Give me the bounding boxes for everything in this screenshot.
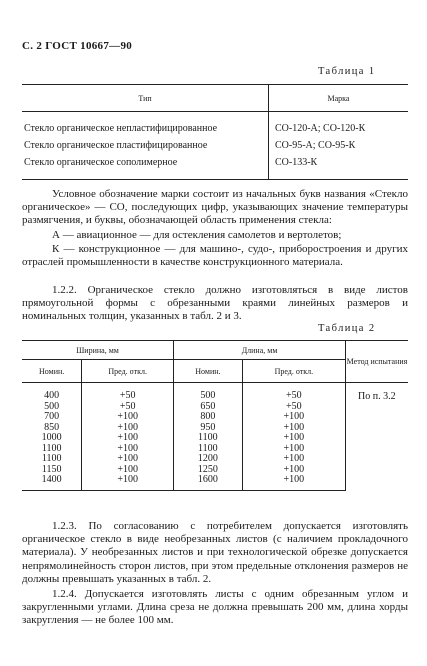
table-row [22, 120, 408, 137]
length-cell: 950 [174, 423, 243, 434]
mark-cell: СО-120-А; СО-120-К [275, 123, 366, 134]
mark-cell: СО-133-К [275, 157, 318, 168]
width-dev-cell: +100 [82, 465, 174, 476]
width-dev-header: Пред. откл. [82, 360, 174, 383]
length-cell: 1200 [174, 454, 243, 465]
paragraph-aviation: А — авиационное — для остекления самолетов и вертолетов; [52, 229, 342, 241]
width-cell: 1100 [22, 454, 82, 465]
width-dev-cell: +100 [82, 444, 174, 455]
length-cell: 1600 [174, 475, 243, 490]
grade-table [22, 84, 408, 180]
col-mark-header: Марка [269, 85, 409, 112]
length-cell: 1100 [174, 433, 243, 444]
mark-cell: СО-95-А; СО-95-К [275, 140, 356, 151]
width-group-header: Ширина, мм [22, 341, 174, 360]
length-dev-cell: +100 [242, 444, 345, 455]
table-row [22, 383, 408, 402]
length-dev-header: Пред. откл. [242, 360, 345, 383]
width-dev-cell: +100 [82, 423, 174, 434]
length-cell: 800 [174, 412, 243, 423]
width-cell: 700 [22, 412, 82, 423]
width-dev-cell: +100 [82, 475, 174, 490]
length-dev-cell: +50 [242, 383, 345, 402]
type-cell: Стекло органическое пластифицированное [22, 137, 269, 154]
length-dev-cell: +100 [242, 412, 345, 423]
paragraph-1-2-3: 1.2.3. По согласованию с потребителем допускается изготовлять органическое стекло в виде необрезанных листов (с наличием прокладочного материала). У необрезанных листов и при технологической обрезке допускается непрямолинейность сторон листов, при этом предельные отклонения размеров не должны превышать указанных в табл. 2. [22, 520, 408, 585]
paragraph-1-2-2: 1.2.2. Органическое стекло должно изготовляться в виде листов прямоугольной формы с обрезанными краями линейных размеров и номинальных толщин, указанных в табл. 2 и 3. [22, 284, 408, 323]
width-cell: 500 [22, 402, 82, 413]
length-nom-header: Номин. [174, 360, 243, 383]
width-cell: 1150 [22, 465, 82, 476]
length-dev-cell: +50 [242, 402, 345, 413]
width-dev-cell: +100 [82, 454, 174, 465]
width-dev-cell: +50 [82, 383, 174, 402]
width-dev-cell: +100 [82, 433, 174, 444]
method-cell: По п. 3.2 [358, 391, 396, 402]
table-row [22, 154, 408, 171]
length-cell: 1250 [174, 465, 243, 476]
col-type-header: Тип [22, 85, 269, 112]
width-cell: 1000 [22, 433, 82, 444]
width-dev-cell: +50 [82, 402, 174, 413]
page-header: С. 2 ГОСТ 10667—90 [22, 40, 133, 52]
width-cell: 850 [22, 423, 82, 434]
type-cell: Стекло органическое непластифицированное [22, 120, 269, 137]
table2-caption: Таблица 2 [318, 323, 376, 334]
length-cell: 1100 [174, 444, 243, 455]
width-cell: 1400 [22, 475, 82, 490]
paragraph-construction: К — конструкционное — для машино-, судо-, приборостроения и других отраслей промышленности в качестве конструкционного материала. [22, 243, 408, 269]
width-dev-cell: +100 [82, 412, 174, 423]
paragraph-designation: Условное обозначение марки состоит из начальных букв названия «Стекло органическое» — СО, последующих цифр, указывающих значение температуры размягчения, и буквы, обозначающей область применения стекла: [22, 188, 408, 227]
type-cell: Стекло органическое сополимерное [22, 154, 269, 171]
length-group-header: Длина, мм [174, 341, 346, 360]
table-row [22, 137, 408, 154]
width-nom-header: Номин. [22, 360, 82, 383]
length-dev-cell: +100 [242, 454, 345, 465]
length-dev-cell: +100 [242, 465, 345, 476]
table1-caption: Таблица 1 [318, 66, 376, 77]
sizes-table [22, 340, 408, 491]
length-cell: 500 [174, 383, 243, 402]
length-cell: 650 [174, 402, 243, 413]
width-cell: 400 [22, 383, 82, 402]
length-dev-cell: +100 [242, 423, 345, 434]
width-cell: 1100 [22, 444, 82, 455]
length-dev-cell: +100 [242, 433, 345, 444]
length-dev-cell: +100 [242, 475, 345, 490]
paragraph-1-2-4: 1.2.4. Допускается изготовлять листы с одним обрезанным углом и закругленными углами. Длина среза не должна превышать 200 мм, длина хорды закругления — не более 100 мм. [22, 588, 408, 627]
method-header: Метод испытания [346, 341, 409, 383]
